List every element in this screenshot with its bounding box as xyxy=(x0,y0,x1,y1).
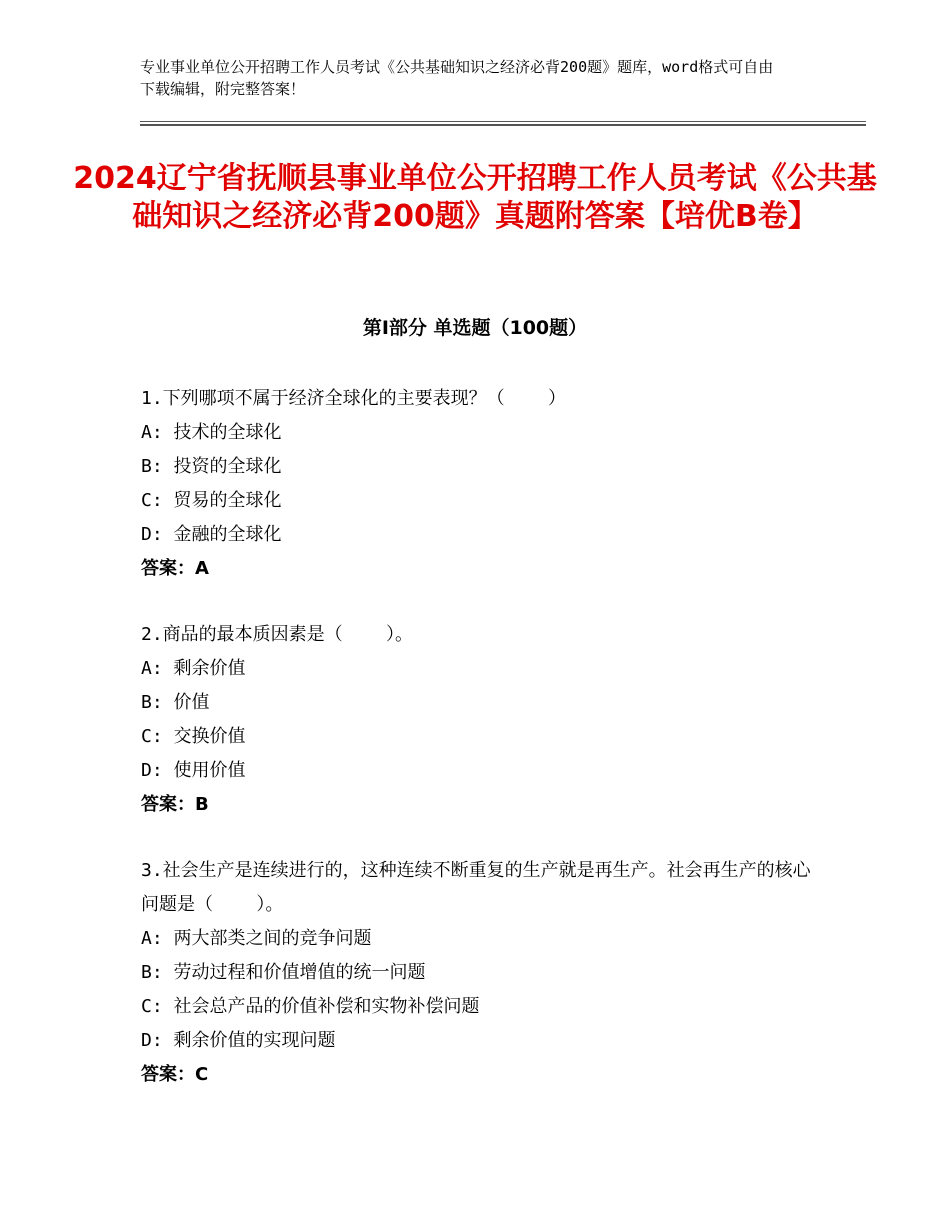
option-c: C: 交换价值 xyxy=(141,726,246,747)
header-divider-thick xyxy=(140,124,866,126)
header-note: 专业事业单位公开招聘工作人员考试《公共基础知识之经济必背200题》题库，word格式可自由下载编辑，附完整答案！ xyxy=(140,58,774,98)
option-d: D: 金融的全球化 xyxy=(141,524,282,545)
option-b: B: 投资的全球化 xyxy=(141,456,282,477)
option-c: C: 贸易的全球化 xyxy=(141,490,282,511)
question-stem: 2.商品的最本质因素是（ ）。 xyxy=(141,624,414,645)
option-d: D: 剩余价值的实现问题 xyxy=(141,1030,336,1051)
question-list xyxy=(141,382,811,1124)
option-a: A: 技术的全球化 xyxy=(141,422,282,443)
question-3 xyxy=(141,854,811,1092)
option-a: A: 剩余价值 xyxy=(141,658,246,679)
answer-label: 答案：C xyxy=(141,1064,209,1085)
question-2 xyxy=(141,618,811,822)
option-b: B: 价值 xyxy=(141,692,210,713)
option-a: A: 两大部类之间的竞争问题 xyxy=(141,928,372,949)
option-b: B: 劳动过程和价值增值的统一问题 xyxy=(141,962,426,983)
question-1 xyxy=(141,382,811,586)
document-title: 2024辽宁省抚顺县事业单位公开招聘工作人员考试《公共基础知识之经济必背200题》真题附答案【培优B卷】 xyxy=(73,161,877,234)
header-divider xyxy=(140,121,866,122)
option-c: C: 社会总产品的价值补偿和实物补偿问题 xyxy=(141,996,480,1017)
answer-label: 答案：A xyxy=(141,558,209,579)
option-d: D: 使用价值 xyxy=(141,760,246,781)
question-stem: 3.社会生产是连续进行的，这种连续不断重复的生产就是再生产。社会再生产的核心问题是（ ）。 xyxy=(141,860,811,915)
answer-label: 答案：B xyxy=(141,794,209,815)
question-stem: 1.下列哪项不属于经济全球化的主要表现？（ ） xyxy=(141,388,567,409)
section-title: 第Ⅰ部分 单选题（100题） xyxy=(362,317,588,339)
